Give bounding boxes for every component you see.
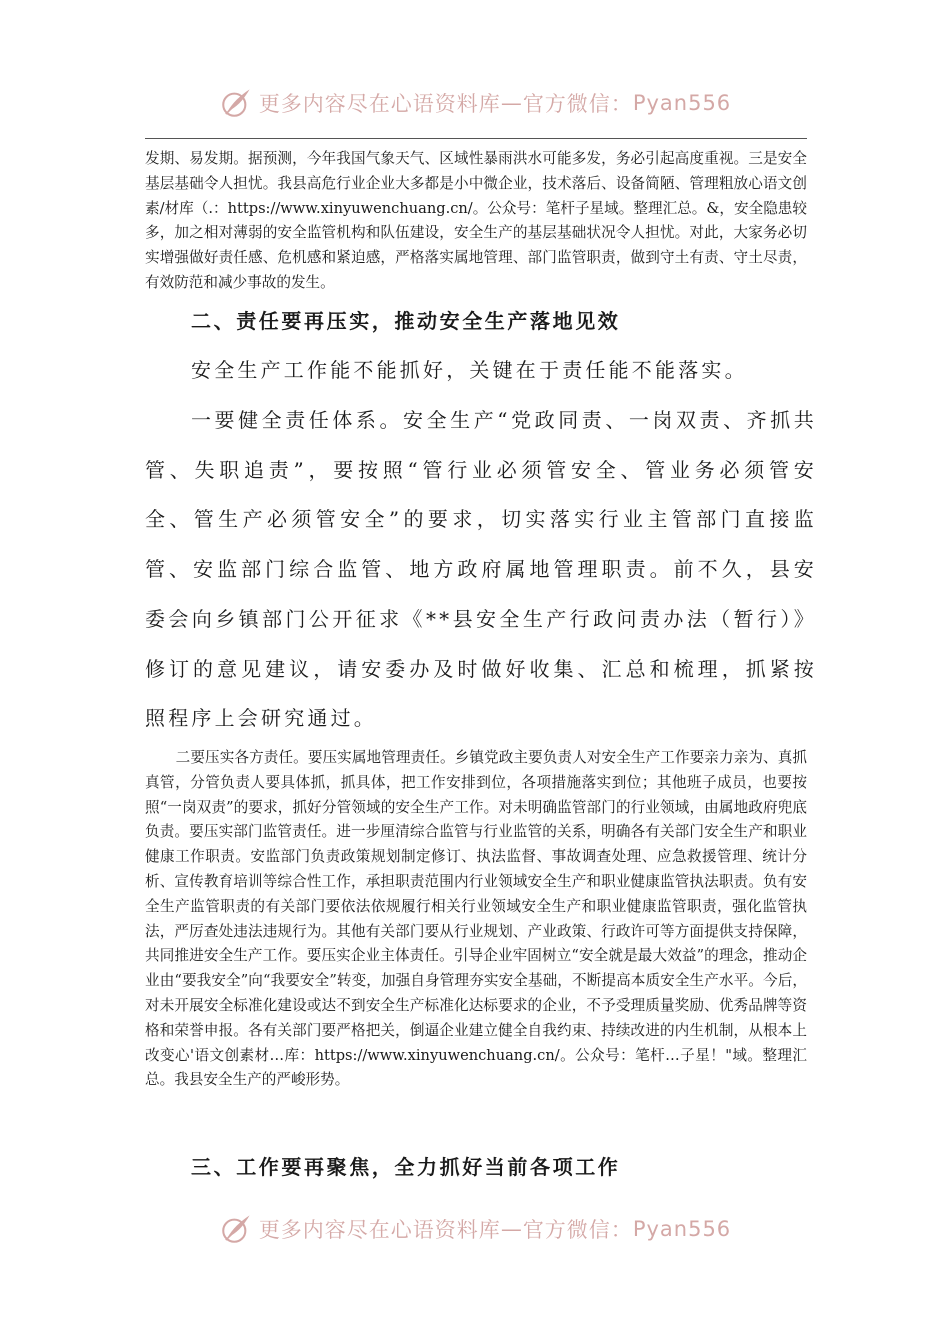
watermark-separator: —	[500, 91, 523, 115]
watermark-wechat-label: 官方微信：	[522, 1218, 633, 1242]
watermark-brand: 更多内容尽在心语资料库	[258, 1218, 501, 1242]
paragraph-responsibility-system: 一要健全责任体系。安全生产“党政同责、一岗双责、齐抓共管、失职追责”，要按照“管行业必须管安全、管业务必须管安全、管生产必须管安全”的要求，切实落实行业主管部门直接监管、安监部门综合监管、地方政府属地管理职责。前不久，县安委会向乡镇部门公开征求《**县安全生产行政问责办法（暂行）》修订的意见建议，请安委办及时做好收集、汇总和梳理，抓紧按照程序上会研究通过。	[145, 408, 817, 731]
feather-pen-logo-icon	[219, 1212, 253, 1246]
watermark-wechat-label: 官方微信：	[522, 92, 633, 116]
watermark-wechat-id: Pyan556	[632, 91, 732, 115]
section-heading-3: 三、工作要再聚焦，全力抓好当前各项工作	[191, 1155, 621, 1179]
paragraph-responsibilities: 二要压实各方责任。要压实属地管理责任。乡镇党政主要负责人对安全生产工作要亲力亲为、真抓真管，分管负责人要具体抓，抓具体，把工作安排到位，各项措施落实到位；其他班子成员，也要按照“一岗双责”的要求，抓好分管领域的安全生产工作。对未明确监管部门的行业领域，由属地政府兜底负责。要压实部门监管责任。进一步厘清综合监管与行业监管的关系，明确各有关部门安全生产和职业健康工作职责。安监部门负责政策规划制定修订、执法监督、事故调查处理、应急救援管理、统计分析、宣传教育培训等综合性工作，承担职责范围内行业领域安全生产和职业健康监管执法职责。负有安全生产监管职责的有关部门要依法依规履行相关行业领域安全生产和职业健康监管职责，强化监管执法，严厉查处违法违规行为。其他有关部门要从行业规划、产业政策、行政许可等方面提供支持保障，共同推进安全生产工作。要压实企业主体责任。引导企业牢固树立“安全就是最大效益”的理念，推动企业由“要我安全”向“我要安全”转变，加强自身管理夯实安全基础，不断提高本质安全生产水平。今后，对未开展安全标准化建设或达不到安全生产标准化达标要求的企业，不予受理质量奖励、优秀品牌等资格和荣誉申报。各有关部门要严格把关，倒逼企业建立健全自我约束、持续改进的内生机制，从根本上改变心'语文创素材…库：https://www.xinyuwenchuang.cn/。公众号：笔杆…子星！"域。整理汇总。我县安全生产的严峻形势。	[145, 749, 807, 1089]
paragraph-continued: 发期、易发期。据预测，今年我国气象天气、区域性暴雨洪水可能多发，务必引起高度重视。三是安全基层基础令人担忧。我县高危行业企业大多都是小中微企业，技术落后、设备简陋、管理粗放心语文创素/材库（.：https://www.xinyuwenchuang.cn/。公众号：笔杆子星域。整理汇总。&，安全隐患较多，加之相对薄弱的安全监管机构和队伍建设，安全生产的基层基础状况令人担忧。对此，大家务必切实增强做好责任感、危机感和紧迫感，严格落实属地管理、部门监管职责，做到守土有责、守土尽责，有效防范和减少事故的发生。	[145, 150, 807, 291]
section-heading-2: 二、责任要再压实，推动安全生产落地见效	[191, 309, 621, 333]
watermark-header	[0, 86, 950, 120]
feather-pen-logo-icon	[219, 86, 253, 120]
watermark-footer	[0, 1212, 950, 1246]
header-divider	[145, 138, 807, 139]
watermark-wechat-id: Pyan556	[632, 1217, 732, 1241]
watermark-separator: —	[500, 1217, 523, 1241]
watermark-brand: 更多内容尽在心语资料库	[258, 92, 501, 116]
paragraph-key-point: 安全生产工作能不能抓好，关键在于责任能不能落实。	[191, 358, 748, 382]
